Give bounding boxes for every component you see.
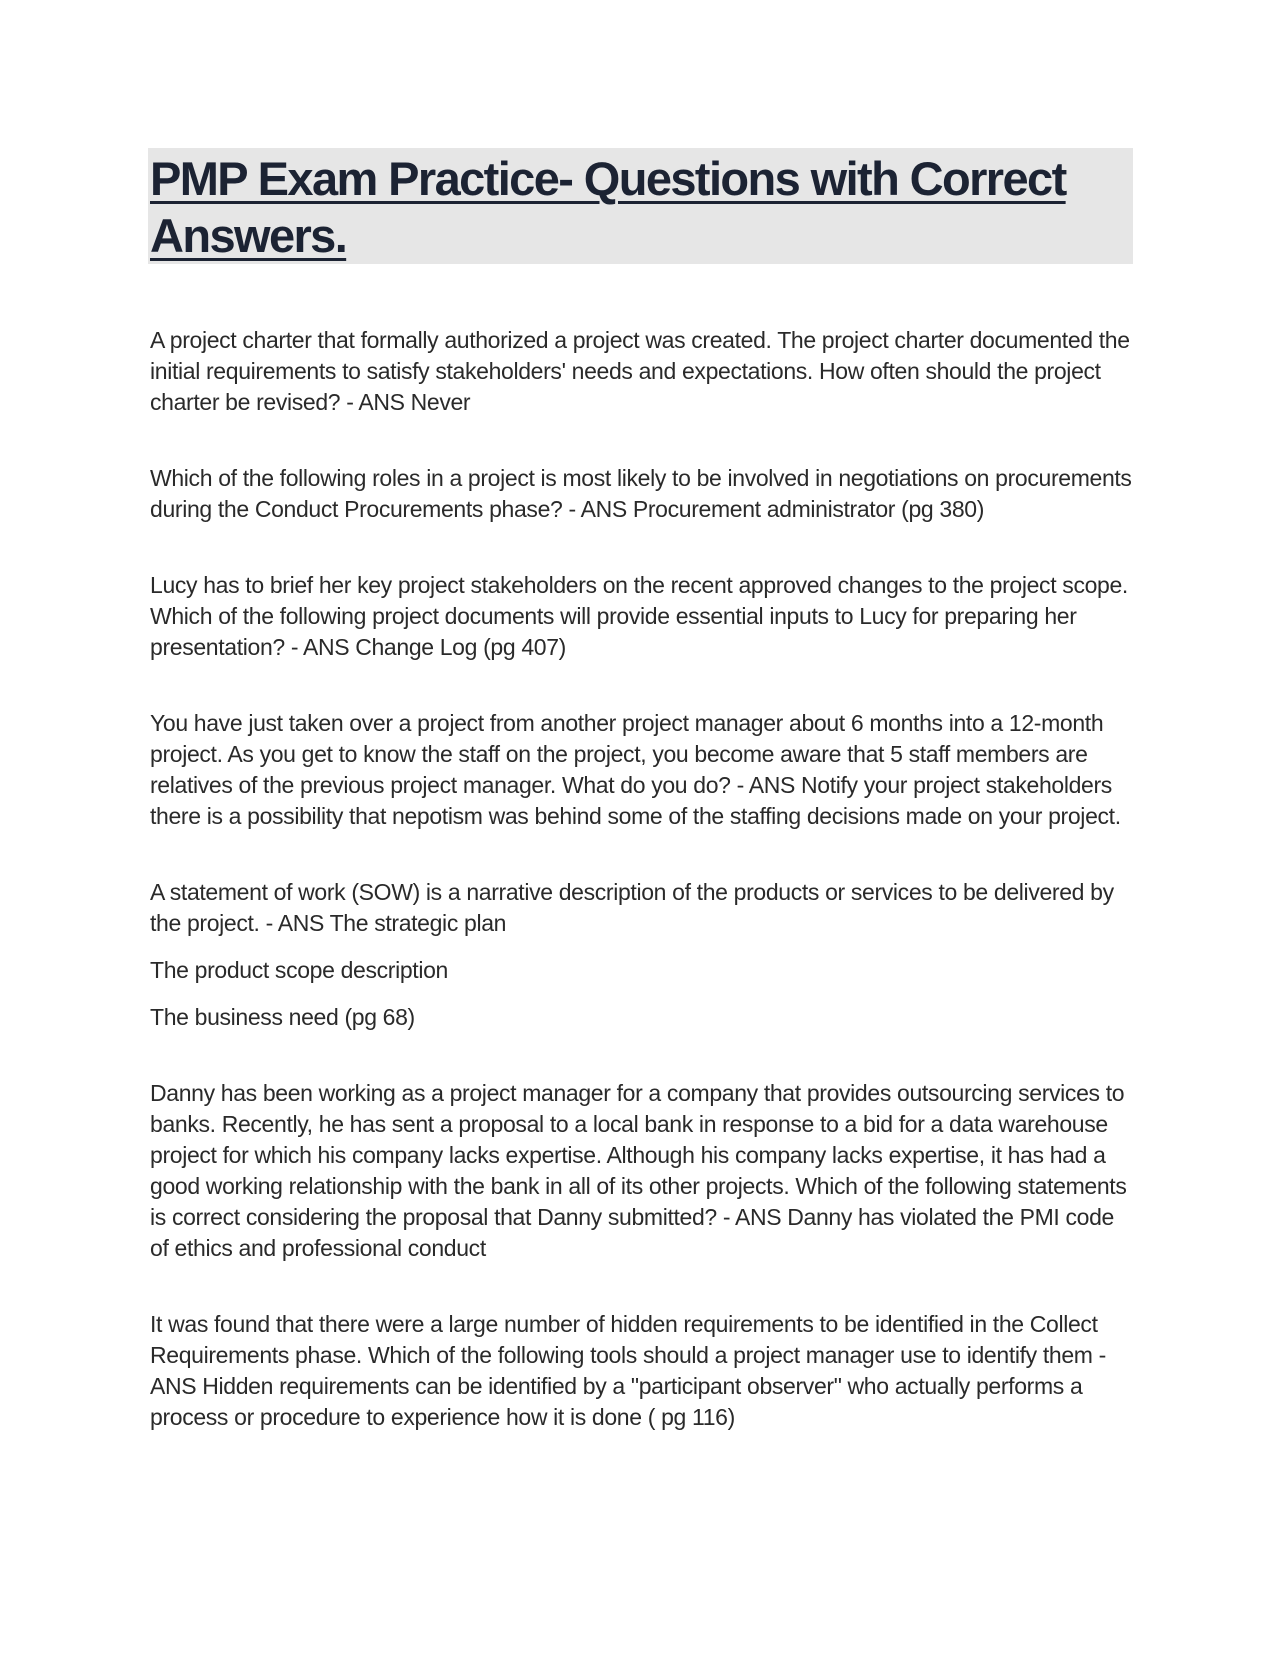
qa-item: You have just taken over a project from another project manager about 6 months into a 12-month project. As you get to know the staff on the project, you become aware that 5 staff members are relatives of the previous project manager. What do you do? - ANS Notify your project stakeholders there is a possibility that nepotism was behind some of the staffing decisions made on your project. — [150, 710, 1121, 829]
qa-item: Lucy has to brief her key project stakeholders on the recent approved changes to the project scope. Which of the following project documents will provide essential inputs to Lucy for preparing her presentation? - ANS Change Log (pg 407) — [150, 572, 1128, 660]
qa-item: It was found that there were a large number of hidden requirements to be identified in the Collect Requirements phase. Which of the following tools should a project manager use to identify them - ANS Hidden requirements can be identified by a "participant observer" who actually performs a process or procedure to experience how it is done ( pg 116) — [150, 1311, 1106, 1430]
qa-item: Which of the following roles in a project is most likely to be involved in negotiations on procurements during the Conduct Procurements phase? - ANS Procurement administrator (pg 380) — [150, 465, 1132, 522]
title-banner — [148, 148, 1133, 264]
qa-answer-line: The product scope description — [150, 957, 448, 983]
page-title: PMP Exam Practice- Questions with Correct Answers. — [150, 152, 1066, 262]
qa-answer-line: The business need (pg 68) — [150, 1004, 415, 1030]
qa-list — [150, 325, 1135, 1433]
qa-item: Danny has been working as a project manager for a company that provides outsourcing services to banks. Recently, he has sent a proposal to a local bank in response to a bid for a data warehouse project for which his company lacks expertise. Although his company lacks expertise, it has had a good working relationship with the bank in all of its other projects. Which of the following statements is correct considering the proposal that Danny submitted? - ANS Danny has violated the PMI code of ethics and professional conduct — [150, 1080, 1127, 1261]
qa-item: A statement of work (SOW) is a narrative description of the products or services to be delivered by the project. - ANS The strategic plan — [150, 879, 1114, 936]
qa-item: A project charter that formally authorized a project was created. The project charter documented the initial requirements to satisfy stakeholders' needs and expectations. How often should the project charter be revised? - ANS Never — [150, 327, 1130, 415]
